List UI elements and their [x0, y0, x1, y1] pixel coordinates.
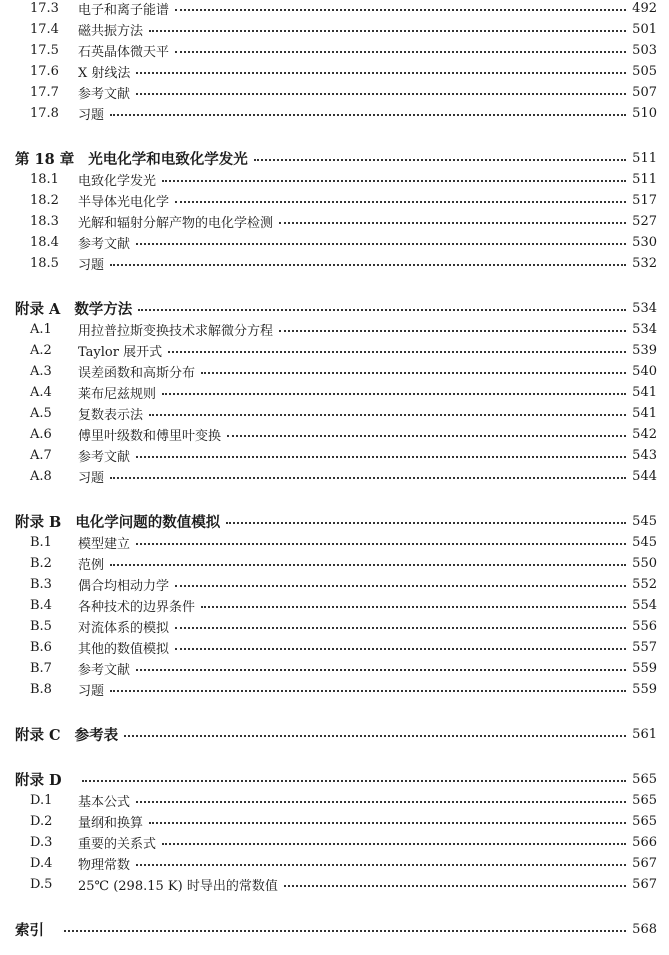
toc-entry-number: 17.8 — [30, 105, 59, 121]
dot-leader — [110, 564, 626, 566]
toc-entry-page: 503 — [632, 42, 657, 58]
toc-entry-page: 567 — [632, 855, 657, 871]
toc-entry-page: 544 — [632, 468, 657, 484]
toc-entry-title: 半导体光电化学 — [78, 194, 170, 210]
toc-entry-page: 556 — [632, 618, 657, 634]
toc-entry-title: Taylor 展开式 — [78, 344, 163, 360]
toc-section-entry[interactable] — [0, 637, 669, 657]
toc-entry-title: 磁共振方法 — [78, 23, 144, 39]
toc-entry-number: 附录 D — [15, 771, 62, 789]
toc-entry-page: 568 — [632, 921, 657, 937]
toc-entry-title: 物理常数 — [78, 857, 131, 873]
toc-entry-page: 541 — [632, 405, 657, 421]
toc-entry-number: 第 18 章 — [15, 150, 75, 168]
toc-entry-number: 17.3 — [30, 0, 59, 16]
dot-leader — [136, 864, 626, 866]
toc-entry-page: 557 — [632, 639, 657, 655]
dot-leader — [168, 351, 626, 353]
dot-leader — [136, 243, 626, 245]
dot-leader — [124, 735, 626, 737]
toc-section-entry[interactable] — [0, 40, 669, 60]
toc-entry-number: A.6 — [30, 426, 52, 442]
toc-entry-number: D.5 — [30, 876, 53, 892]
dot-leader — [175, 627, 626, 629]
toc-section-entry[interactable] — [0, 424, 669, 444]
dot-leader — [175, 585, 626, 587]
toc-entry-title: 范例 — [78, 557, 105, 573]
dot-leader — [201, 606, 626, 608]
toc-entry-page: 507 — [632, 84, 657, 100]
toc-section-entry[interactable] — [0, 679, 669, 699]
dot-leader — [136, 456, 626, 458]
dot-leader — [279, 222, 626, 224]
dot-leader — [162, 843, 626, 845]
toc-entry-page: 545 — [632, 513, 657, 529]
toc-section-entry[interactable] — [0, 403, 669, 423]
toc-entry-number: A.2 — [30, 342, 52, 358]
toc-entry-number: 17.6 — [30, 63, 59, 79]
toc-entry-number: 18.4 — [30, 234, 59, 250]
toc-entry-title: 复数表示法 — [78, 407, 144, 423]
toc-section-entry[interactable] — [0, 445, 669, 465]
toc-entry-number: 18.1 — [30, 171, 59, 187]
toc-entry-page: 559 — [632, 660, 657, 676]
toc-entry-page: 565 — [632, 813, 657, 829]
toc-entry-title: 偶合均相动力学 — [78, 578, 170, 594]
toc-section-entry[interactable] — [0, 190, 669, 210]
toc-entry-number: A.4 — [30, 384, 52, 400]
toc-entry-page: 550 — [632, 555, 657, 571]
toc-entry-title: 石英晶体微天平 — [78, 44, 170, 60]
toc-chapter-entry[interactable] — [0, 724, 669, 744]
toc-entry-number: B.2 — [30, 555, 52, 571]
dot-leader — [110, 477, 626, 479]
toc-entry-title: 量纲和换算 — [78, 815, 144, 831]
dot-leader — [226, 522, 626, 524]
toc-chapter-entry[interactable] — [0, 298, 669, 318]
toc-entry-page: 567 — [632, 876, 657, 892]
dot-leader — [175, 9, 626, 11]
toc-entry-title: 习题 — [78, 107, 105, 123]
toc-entry-page: 545 — [632, 534, 657, 550]
toc-entry-page: 565 — [632, 792, 657, 808]
dot-leader — [227, 435, 626, 437]
toc-entry-number: B.6 — [30, 639, 52, 655]
toc-entry-page: 543 — [632, 447, 657, 463]
toc-entry-title: 电化学问题的数值模拟 — [75, 513, 221, 531]
toc-entry-page: 511 — [632, 171, 657, 187]
toc-entry-title: 参考文献 — [78, 449, 131, 465]
dot-leader — [175, 201, 626, 203]
dot-leader — [149, 30, 626, 32]
dot-leader — [110, 690, 626, 692]
toc-section-entry[interactable] — [0, 832, 669, 852]
toc-section-entry[interactable] — [0, 232, 669, 252]
toc-entry-number: A.8 — [30, 468, 52, 484]
toc-entry-page: 534 — [632, 321, 657, 337]
toc-entry-title: 参考表 — [74, 726, 119, 744]
toc-section-entry[interactable] — [0, 319, 669, 339]
toc-chapter-entry[interactable] — [0, 769, 669, 789]
toc-entry-page: 540 — [632, 363, 657, 379]
toc-entry-title: 基本公式 — [78, 794, 131, 810]
toc-section-entry[interactable] — [0, 211, 669, 231]
toc-entry-title: 莱布尼兹规则 — [78, 386, 157, 402]
dot-leader — [110, 114, 626, 116]
toc-entry-page: 566 — [632, 834, 657, 850]
toc-section-entry[interactable] — [0, 811, 669, 831]
toc-entry-title: 参考文献 — [78, 86, 131, 102]
toc-entry-page: 527 — [632, 213, 657, 229]
toc-entry-number: B.8 — [30, 681, 52, 697]
toc-entry-page: 565 — [632, 771, 657, 787]
dot-leader — [136, 669, 626, 671]
toc-entry-title: 对流体系的模拟 — [78, 620, 170, 636]
dot-leader — [162, 393, 626, 395]
toc-section-entry[interactable] — [0, 595, 669, 615]
toc-section-entry[interactable] — [0, 616, 669, 636]
dot-leader — [201, 372, 626, 374]
toc-entry-title: 光解和辐射分解产物的电化学检测 — [78, 215, 274, 231]
dot-leader — [82, 780, 627, 782]
dot-leader — [110, 264, 626, 266]
toc-entry-number: 18.3 — [30, 213, 59, 229]
dot-leader — [284, 885, 626, 887]
toc-entry-page: 511 — [632, 150, 657, 166]
dot-leader — [136, 543, 626, 545]
toc-chapter-entry[interactable] — [0, 919, 669, 939]
toc-entry-title: 重要的关系式 — [78, 836, 157, 852]
toc-entry-title: X 射线法 — [78, 65, 131, 81]
toc-entry-number: 附录 A — [15, 300, 61, 318]
toc-entry-title: 参考文献 — [78, 662, 131, 678]
toc-entry-number: A.7 — [30, 447, 52, 463]
toc-entry-number: 索引 — [15, 921, 44, 939]
toc-entry-title: 模型建立 — [78, 536, 131, 552]
dot-leader — [254, 159, 626, 161]
toc-section-entry[interactable] — [0, 103, 669, 123]
toc-entry-page: 492 — [632, 0, 657, 16]
toc-section-entry[interactable] — [0, 382, 669, 402]
toc-entry-title: 误差函数和高斯分布 — [78, 365, 196, 381]
dot-leader — [138, 309, 626, 311]
toc-chapter-entry[interactable] — [0, 148, 669, 168]
toc-section-entry[interactable] — [0, 553, 669, 573]
toc-entry-number: 17.4 — [30, 21, 59, 37]
toc-chapter-entry[interactable] — [0, 511, 669, 531]
toc-entry-page: 539 — [632, 342, 657, 358]
toc-section-entry[interactable] — [0, 361, 669, 381]
toc-entry-page: 505 — [632, 63, 657, 79]
dot-leader — [149, 414, 626, 416]
toc-entry-number: B.7 — [30, 660, 52, 676]
dot-leader — [136, 72, 626, 74]
toc-entry-title: 傅里叶级数和傅里叶变换 — [78, 428, 222, 444]
toc-entry-title: 各种技术的边界条件 — [78, 599, 196, 615]
dot-leader — [149, 822, 626, 824]
toc-section-entry[interactable] — [0, 790, 669, 810]
toc-entry-page: 554 — [632, 597, 657, 613]
toc-entry-page: 530 — [632, 234, 657, 250]
toc-entry-title: 其他的数值模拟 — [78, 641, 170, 657]
toc-entry-title: 用拉普拉斯变换技术求解微分方程 — [78, 323, 274, 339]
toc-section-entry[interactable] — [0, 82, 669, 102]
toc-entry-number: B.5 — [30, 618, 52, 634]
toc-section-entry[interactable] — [0, 253, 669, 273]
dot-leader — [175, 51, 626, 53]
toc-section-entry[interactable] — [0, 19, 669, 39]
toc-entry-title: 习题 — [78, 470, 105, 486]
toc-entry-page: 501 — [632, 21, 657, 37]
toc-entry-title: 25℃ (298.15 K) 时导出的常数值 — [78, 878, 278, 894]
toc-section-entry[interactable] — [0, 61, 669, 81]
toc-entry-page: 534 — [632, 300, 657, 316]
toc-entry-number: D.3 — [30, 834, 53, 850]
toc-entry-number: 17.7 — [30, 84, 59, 100]
toc-entry-title: 电子和离子能谱 — [78, 2, 170, 18]
toc-entry-number: D.4 — [30, 855, 53, 871]
toc-entry-title: 习题 — [78, 257, 105, 273]
toc-entry-number: D.2 — [30, 813, 53, 829]
toc-section-entry[interactable] — [0, 340, 669, 360]
toc-entry-number: 18.2 — [30, 192, 59, 208]
dot-leader — [279, 330, 626, 332]
toc-section-entry[interactable] — [0, 853, 669, 873]
toc-entry-number: D.1 — [30, 792, 53, 808]
dot-leader — [175, 648, 626, 650]
toc-entry-page: 510 — [632, 105, 657, 121]
toc-section-entry[interactable] — [0, 658, 669, 678]
toc-entry-number: 附录 B — [15, 513, 62, 531]
toc-entry-number: 18.5 — [30, 255, 59, 271]
toc-entry-number: B.3 — [30, 576, 52, 592]
toc-entry-title: 参考文献 — [78, 236, 131, 252]
toc-section-entry[interactable] — [0, 0, 669, 18]
toc-entry-page: 559 — [632, 681, 657, 697]
dot-leader — [136, 93, 626, 95]
toc-section-entry[interactable] — [0, 466, 669, 486]
toc-entry-page: 542 — [632, 426, 657, 442]
toc-entry-title: 电致化学发光 — [78, 173, 157, 189]
toc-entry-page: 532 — [632, 255, 657, 271]
toc-section-entry[interactable] — [0, 574, 669, 594]
toc-entry-number: 17.5 — [30, 42, 59, 58]
toc-entry-title: 数学方法 — [74, 300, 133, 318]
toc-entry-page: 517 — [632, 192, 657, 208]
toc-section-entry[interactable] — [0, 874, 669, 894]
toc-entry-number: A.3 — [30, 363, 52, 379]
toc-entry-page: 552 — [632, 576, 657, 592]
dot-leader — [162, 180, 626, 182]
toc-entry-number: A.1 — [30, 321, 52, 337]
toc-entry-title: 习题 — [78, 683, 105, 699]
toc-section-entry[interactable] — [0, 532, 669, 552]
toc-section-entry[interactable] — [0, 169, 669, 189]
toc-entry-number: A.5 — [30, 405, 52, 421]
toc-entry-number: 附录 C — [15, 726, 61, 744]
toc-entry-title: 光电化学和电致化学发光 — [88, 150, 248, 168]
toc-entry-page: 561 — [632, 726, 657, 742]
toc-entry-number: B.1 — [30, 534, 52, 550]
toc-entry-page: 541 — [632, 384, 657, 400]
dot-leader — [64, 930, 626, 932]
dot-leader — [136, 801, 626, 803]
toc-entry-number: B.4 — [30, 597, 52, 613]
